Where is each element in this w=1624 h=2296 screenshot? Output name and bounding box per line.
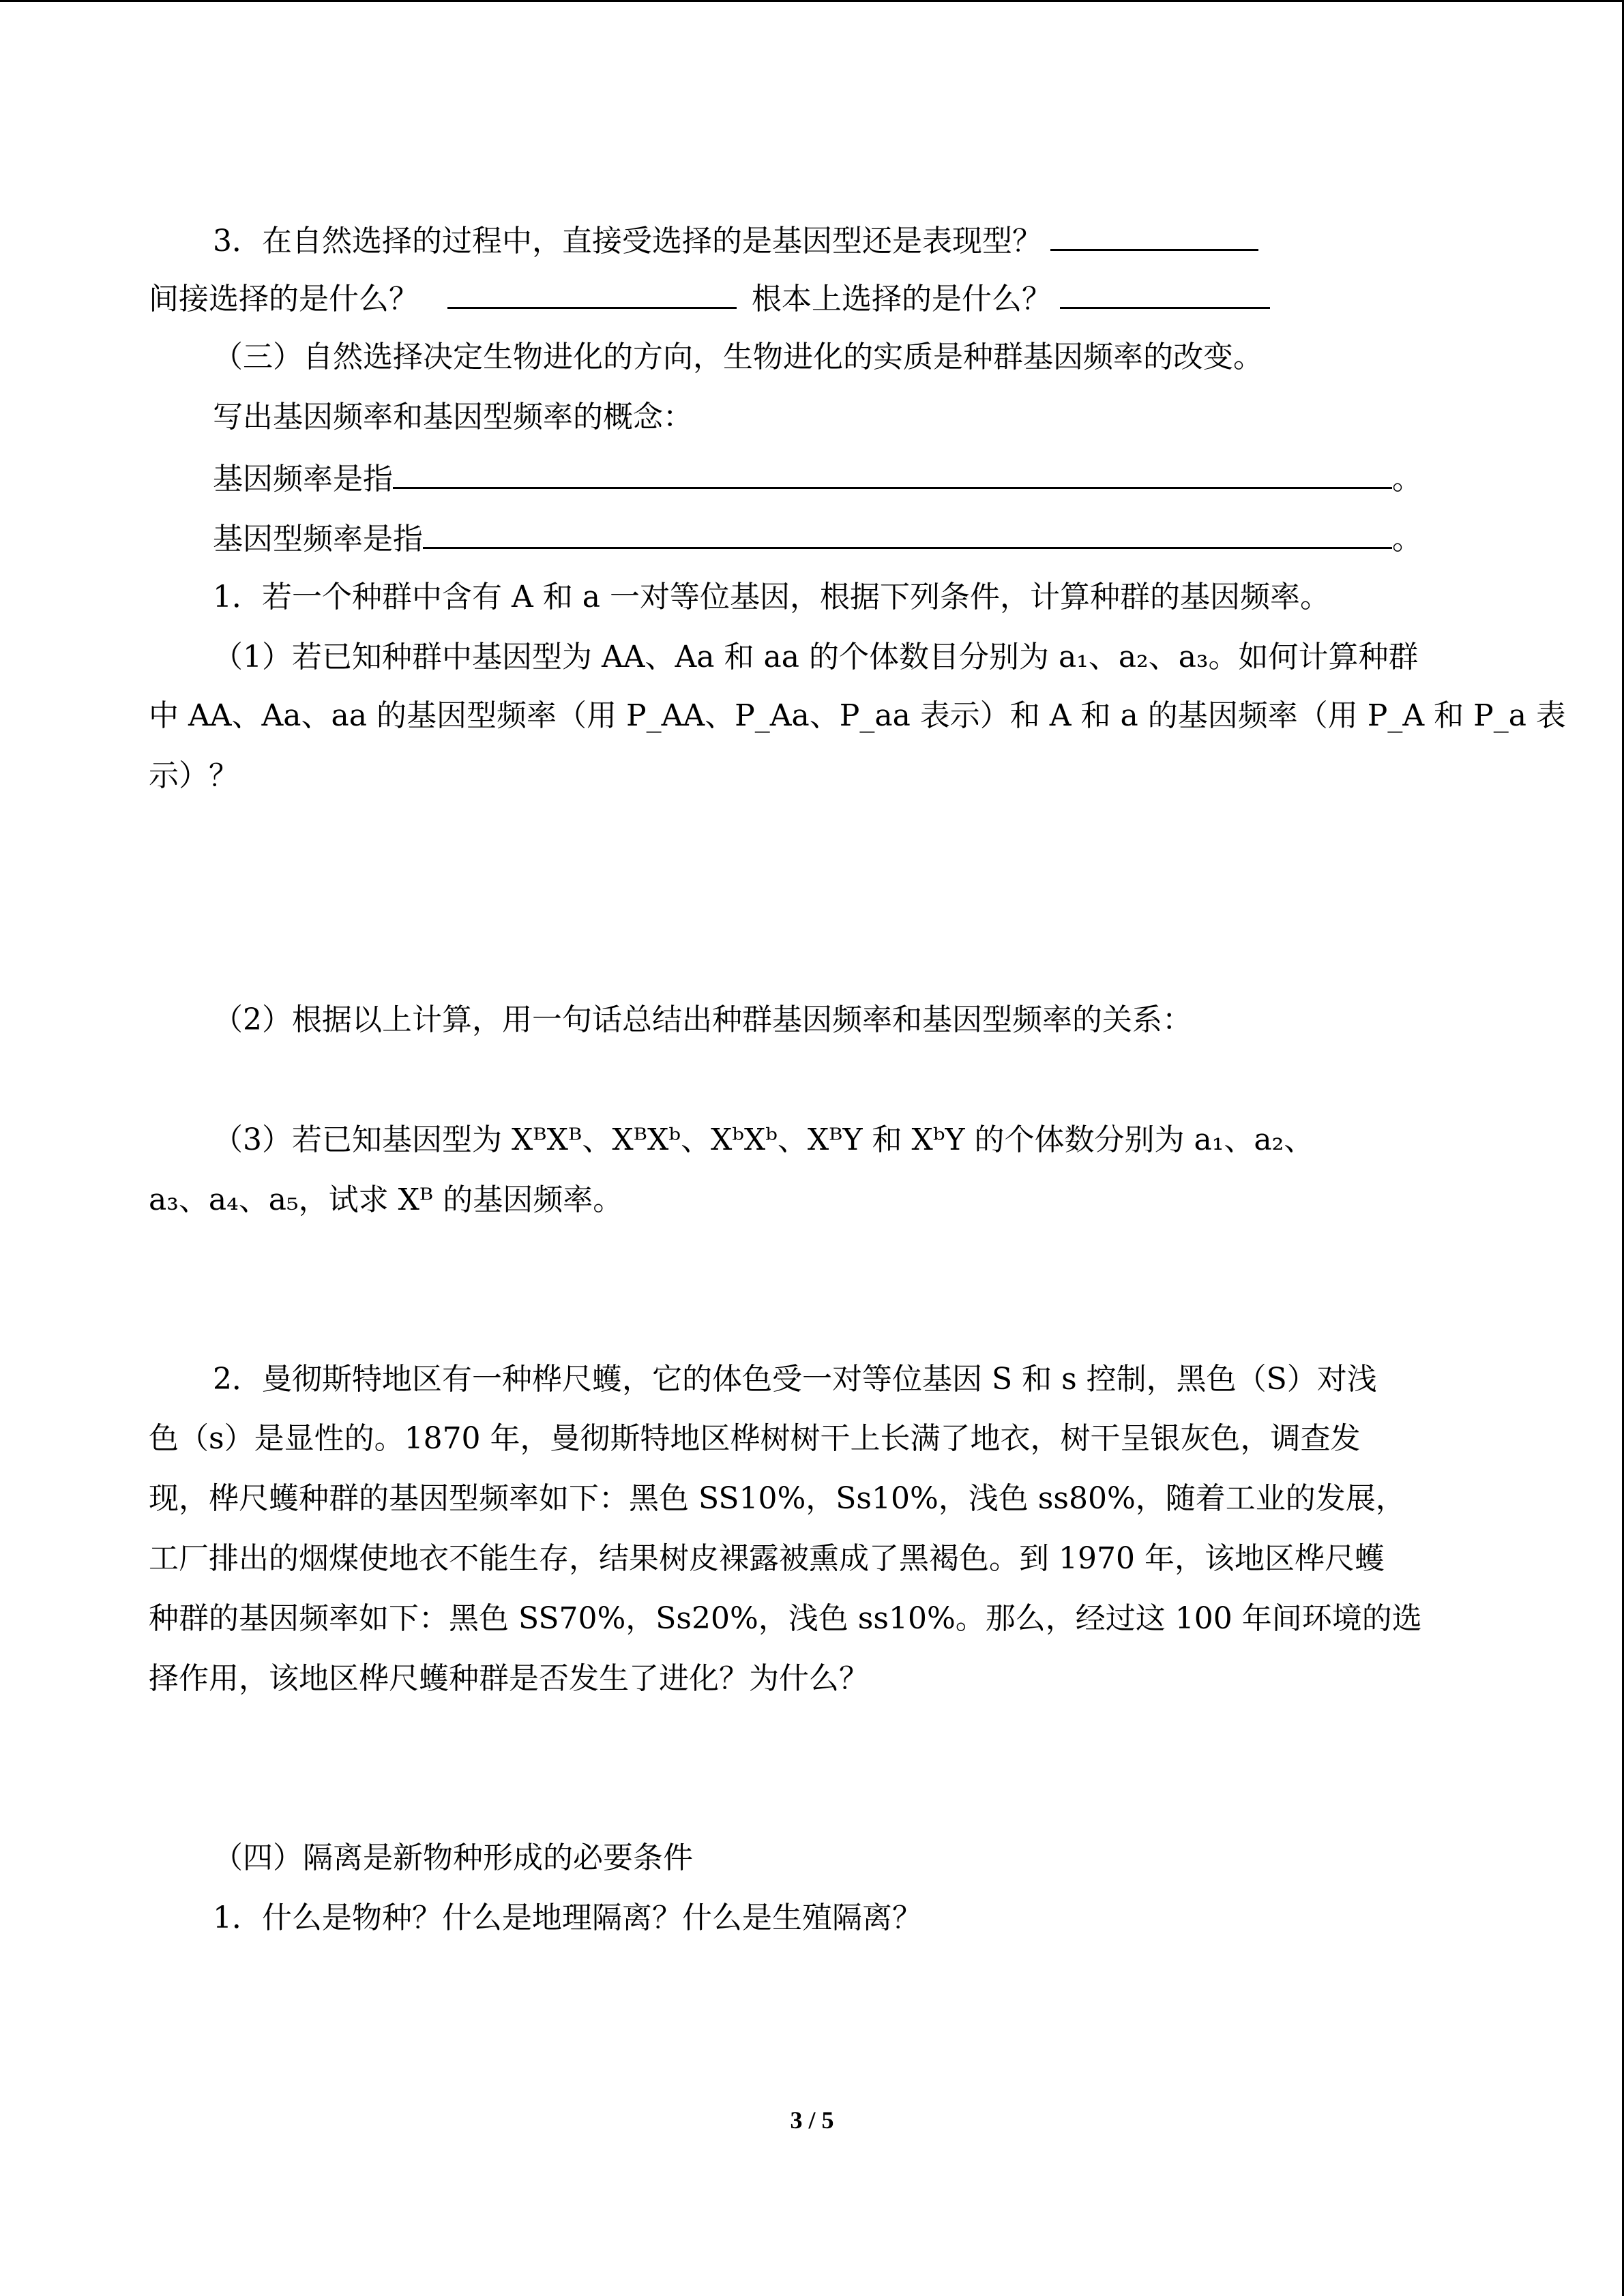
q2-line-3: 现，桦尺蠖种群的基因型频率如下：黑色 SS10%，Ss10%，浅色 ss80%，随着工业的发展， [149,1481,1406,1516]
answer-blank-direct[interactable] [1050,219,1258,251]
section3-prompt: 写出基因频率和基因型频率的概念： [213,400,693,434]
q1-part3-line-2: a₃、a₄、a₅，试求 Xᴮ 的基因频率。 [149,1182,623,1217]
q3-line-2 [149,277,1270,318]
page-number: 3 / 5 [790,2106,834,2134]
q3-fundamental-question: 根本上选择的是什么？ [752,282,1052,316]
gene-frequency-label: 基因频率是指 [213,462,393,496]
period: 。 [1392,522,1422,556]
q2-line-5: 种群的基因频率如下：黑色 SS70%，Ss20%，浅色 ss10%。那么，经过这 100 年间环境的选 [149,1601,1422,1636]
q1-part1-line-1: （1）若已知种群中基因型为 AA、Aa 和 aa 的个体数目分别为 a₁、a₂、a₃。如何计算种群 [213,640,1419,674]
gene-frequency-definition-line [213,457,1422,498]
q1-intro: 1．若一个种群中含有 A 和 a 一对等位基因，根据下列条件，计算种群的基因频率。 [213,580,1330,614]
answer-blank-genotype-frequency[interactable] [423,517,1392,549]
answer-blank-gene-frequency[interactable] [393,457,1392,489]
q3-indirect-question: 间接选择的是什么？ [149,282,419,316]
period: 。 [1392,462,1422,496]
q1-part1-line-3: 示）？ [149,758,239,793]
section4-q1: 1．什么是物种？什么是地理隔离？什么是生殖隔离？ [213,1900,922,1935]
q1-part3-line-1: （3）若已知基因型为 XᴮXᴮ、XᴮXᵇ、XᵇXᵇ、XᴮY 和 XᵇY 的个体数分别为 a₁、a₂、 [213,1122,1314,1157]
section4-heading: （四）隔离是新物种形成的必要条件 [213,1840,693,1875]
q1-part2: （2）根据以上计算，用一句话总结出种群基因频率和基因型频率的关系： [213,1002,1192,1037]
genotype-frequency-definition-line [213,517,1422,558]
answer-blank-indirect[interactable] [447,277,737,309]
q3-line-1 [213,219,1258,260]
q2-line-6: 择作用，该地区桦尺蠖种群是否发生了进化？为什么？ [149,1661,869,1696]
q2-line-2: 色（s）是显性的。1870 年，曼彻斯特地区桦树树干上长满了地衣，树干呈银灰色，调查发 [149,1421,1361,1456]
q2-line-4: 工厂排出的烟煤使地衣不能生存，结果树皮裸露被熏成了黑褐色。到 1970 年，该地区桦尺蠖 [149,1541,1385,1576]
q1-part1-line-2: 中 AA、Aa、aa 的基因型频率（用 P_AA、P_Aa、P_aa 表示）和 A 和 a 的基因频率（用 P_A 和 P_a 表 [149,698,1566,733]
genotype-frequency-label: 基因型频率是指 [213,522,423,556]
q2-line-1: 2．曼彻斯特地区有一种桦尺蠖，它的体色受一对等位基因 S 和 s 控制，黑色（S）对浅 [213,1362,1377,1397]
q3-question-text: 3．在自然选择的过程中，直接受选择的是基因型还是表现型？ [213,224,1042,258]
section3-heading: （三）自然选择决定生物进化的方向，生物进化的实质是种群基因频率的改变。 [213,340,1263,374]
answer-blank-fundamental[interactable] [1060,277,1270,309]
